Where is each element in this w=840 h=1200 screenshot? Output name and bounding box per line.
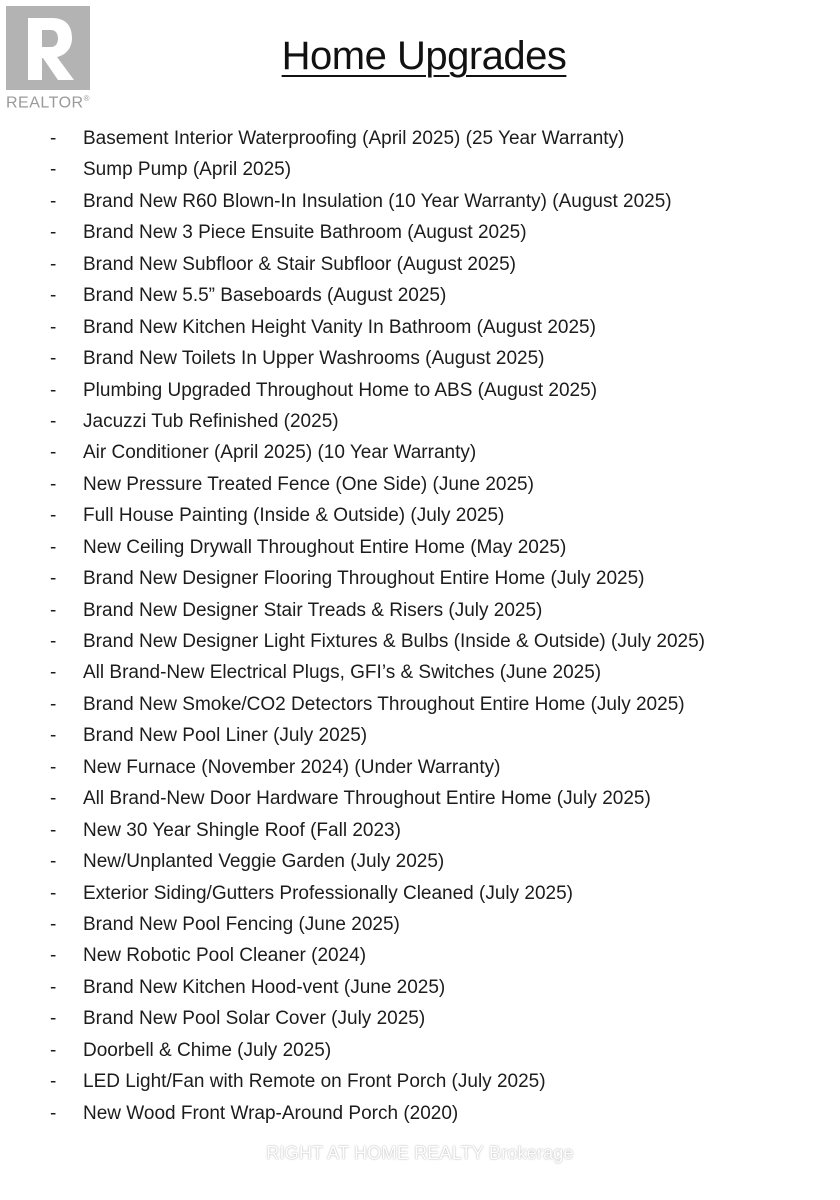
list-item-text: New Wood Front Wrap-Around Porch (2020) xyxy=(83,1102,459,1124)
list-item-text: Plumbing Upgraded Throughout Home to ABS (August 2025) xyxy=(83,379,598,401)
list-item-text: Brand New Kitchen Hood-vent (June 2025) xyxy=(83,976,446,998)
list-item xyxy=(50,846,705,877)
list-item-text: Full House Painting (Inside & Outside) (July 2025) xyxy=(83,505,505,527)
list-item xyxy=(50,972,705,1003)
bullet-dash: - xyxy=(50,599,57,621)
list-item xyxy=(50,375,705,406)
bullet-dash: - xyxy=(50,379,57,401)
list-item-text: New Furnace (November 2024) (Under Warranty) xyxy=(83,756,501,778)
list-item-text: Brand New Designer Flooring Throughout Entire Home (July 2025) xyxy=(83,568,645,590)
bullet-dash: - xyxy=(50,316,57,338)
list-item-text: New Ceiling Drywall Throughout Entire Home (May 2025) xyxy=(83,536,567,558)
list-item-text: Brand New Pool Liner (July 2025) xyxy=(83,725,368,747)
bullet-dash: - xyxy=(50,725,57,747)
list-item xyxy=(50,815,705,846)
list-item-text: Brand New Smoke/CO2 Detectors Throughout Entire Home (July 2025) xyxy=(83,693,685,715)
list-item-text: Brand New 5.5” Baseboards (August 2025) xyxy=(83,285,447,307)
list-item xyxy=(50,154,705,185)
list-item xyxy=(50,563,705,594)
list-item-text: Brand New 3 Piece Ensuite Bathroom (August 2025) xyxy=(83,222,527,244)
list-item-text: Brand New Designer Stair Treads & Risers (July 2025) xyxy=(83,599,543,621)
list-item-text: Brand New R60 Blown-In Insulation (10 Year Warranty) (August 2025) xyxy=(83,190,672,212)
list-item-text: Brand New Toilets In Upper Washrooms (August 2025) xyxy=(83,348,545,370)
list-item xyxy=(50,186,705,217)
list-item xyxy=(50,249,705,280)
list-item-text: New/Unplanted Veggie Garden (July 2025) xyxy=(83,851,445,873)
bullet-dash: - xyxy=(50,1102,57,1124)
list-item xyxy=(50,720,705,751)
list-item-text: Sump Pump (April 2025) xyxy=(83,159,292,181)
list-item-text: New 30 Year Shingle Roof (Fall 2023) xyxy=(83,819,401,841)
list-item xyxy=(50,878,705,909)
page-title: Home Upgrades xyxy=(281,34,567,78)
bullet-dash: - xyxy=(50,945,57,967)
list-item-text: All Brand-New Electrical Plugs, GFI’s & Switches (June 2025) xyxy=(83,662,602,684)
bullet-dash: - xyxy=(50,693,57,715)
list-item xyxy=(50,500,705,531)
list-item-text: Brand New Pool Fencing (June 2025) xyxy=(83,913,400,935)
upgrade-list xyxy=(50,123,705,1129)
list-item-text: Doorbell & Chime (July 2025) xyxy=(83,1039,332,1061)
bullet-dash: - xyxy=(50,662,57,684)
bullet-dash: - xyxy=(50,1071,57,1093)
list-item xyxy=(50,689,705,720)
list-item xyxy=(50,406,705,437)
list-item xyxy=(50,657,705,688)
bullet-dash: - xyxy=(50,882,57,904)
list-item xyxy=(50,752,705,783)
list-item xyxy=(50,469,705,500)
list-item xyxy=(50,626,705,657)
bullet-dash: - xyxy=(50,788,57,810)
bullet-dash: - xyxy=(50,1008,57,1030)
bullet-dash: - xyxy=(50,505,57,527)
list-item xyxy=(50,312,705,343)
list-item-text: New Pressure Treated Fence (One Side) (June 2025) xyxy=(83,473,534,495)
list-item xyxy=(50,909,705,940)
list-item xyxy=(50,217,705,248)
list-item-text: Exterior Siding/Gutters Professionally Cleaned (July 2025) xyxy=(83,882,574,904)
list-item xyxy=(50,532,705,563)
bullet-dash: - xyxy=(50,631,57,652)
bullet-dash: - xyxy=(50,819,57,841)
list-item xyxy=(50,783,705,814)
list-item xyxy=(50,280,705,311)
list-item-text: Basement Interior Waterproofing (April 2025) (25 Year Warranty) xyxy=(83,128,625,149)
bullet-dash: - xyxy=(50,568,57,590)
bullet-dash: - xyxy=(50,410,57,432)
bullet-dash: - xyxy=(50,1039,57,1061)
list-item xyxy=(50,1035,705,1066)
brokerage-watermark: RIGHT AT HOME REALTY Brokerage xyxy=(266,1143,574,1163)
list-item xyxy=(50,1003,705,1034)
list-item xyxy=(50,123,705,154)
bullet-dash: - xyxy=(50,285,57,307)
list-item-text: All Brand-New Door Hardware Throughout Entire Home (July 2025) xyxy=(83,788,651,810)
bullet-dash: - xyxy=(50,473,57,495)
bullet-dash: - xyxy=(50,253,57,275)
bullet-dash: - xyxy=(50,442,57,464)
bullet-dash: - xyxy=(50,913,57,935)
bullet-dash: - xyxy=(50,190,57,212)
list-item xyxy=(50,437,705,468)
list-item-text: Brand New Subfloor & Stair Subfloor (August 2025) xyxy=(83,253,517,275)
list-item-text: Brand New Kitchen Height Vanity In Bathroom (August 2025) xyxy=(83,316,596,338)
list-item xyxy=(50,1098,705,1129)
bullet-dash: - xyxy=(50,128,57,149)
list-item xyxy=(50,343,705,374)
bullet-dash: - xyxy=(50,348,57,370)
list-item-text: LED Light/Fan with Remote on Front Porch (July 2025) xyxy=(83,1071,546,1093)
bullet-dash: - xyxy=(50,536,57,558)
list-item-text: Jacuzzi Tub Refinished (2025) xyxy=(83,410,339,432)
bullet-dash: - xyxy=(50,976,57,998)
list-item-text: Brand New Designer Light Fixtures & Bulbs (Inside & Outside) (July 2025) xyxy=(83,631,705,652)
bullet-dash: - xyxy=(50,851,57,873)
list-item xyxy=(50,940,705,971)
list-item-text: Air Conditioner (April 2025) (10 Year Warranty) xyxy=(83,442,477,464)
bullet-dash: - xyxy=(50,222,57,244)
list-item xyxy=(50,1066,705,1097)
list-item-text: Brand New Pool Solar Cover (July 2025) xyxy=(83,1008,426,1030)
bullet-dash: - xyxy=(50,159,57,181)
bullet-dash: - xyxy=(50,756,57,778)
realtor-logo-text: REALTOR® xyxy=(6,94,90,112)
list-item-text: New Robotic Pool Cleaner (2024) xyxy=(83,945,367,967)
list-item xyxy=(50,595,705,626)
